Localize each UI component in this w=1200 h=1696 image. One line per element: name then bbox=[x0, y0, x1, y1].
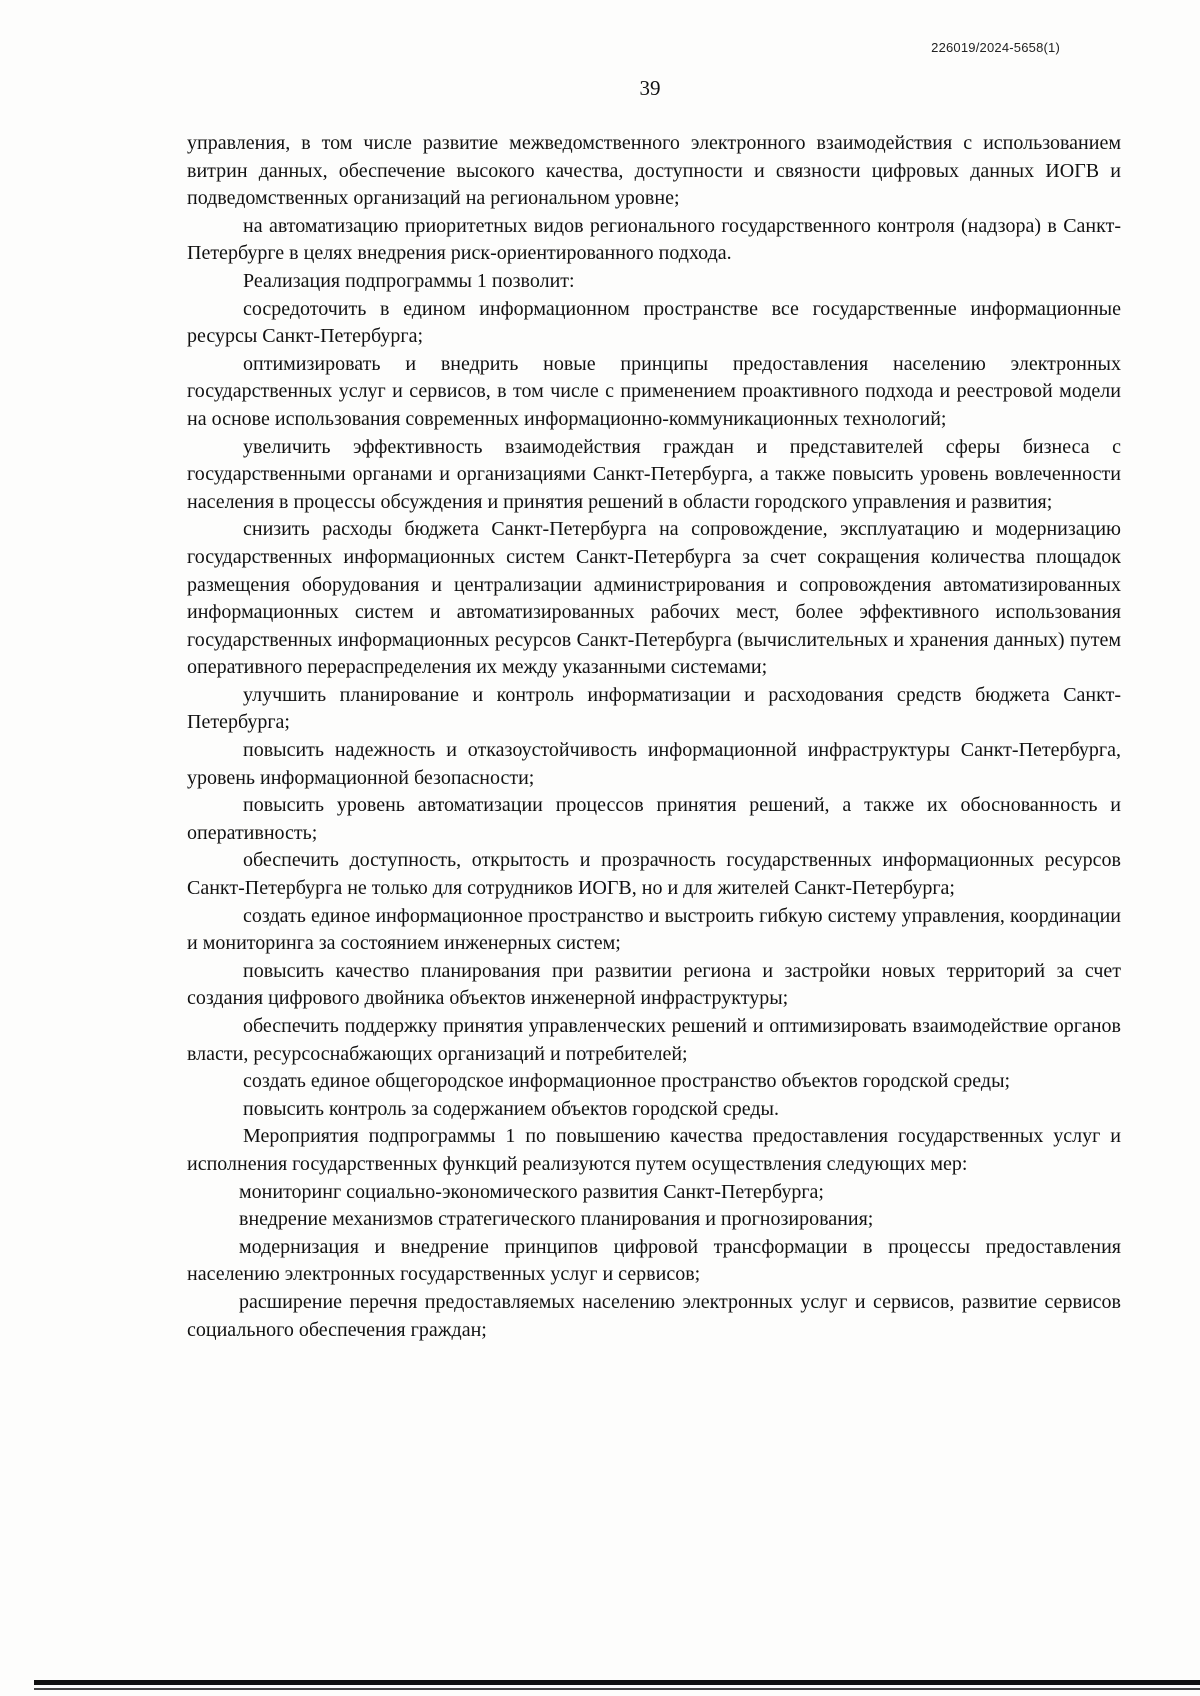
paragraph: сосредоточить в едином информационном пространстве все государственные информационные ресурсы Санкт-Петербурга; bbox=[187, 297, 1121, 348]
paragraph: повысить качество планирования при развитии региона и застройки новых территорий за счет создания цифрового двойника объектов инженерной инфраструктуры; bbox=[187, 959, 1121, 1010]
paragraph: обеспечить поддержку принятия управленческих решений и оптимизировать взаимодействие органов власти, ресурсоснабжающих организаций и потребителей; bbox=[187, 1015, 1121, 1065]
paragraph: улучшить планирование и контроль информатизации и расходования средств бюджета Санкт-Петербурга; bbox=[187, 683, 1121, 734]
paragraph: на автоматизацию приоритетных видов регионального государственного контроля (надзора) в Санкт-Петербурге в целях внедрения риск-ориентированного подхода. bbox=[187, 214, 1121, 265]
scan-edge-line bbox=[34, 1680, 1200, 1685]
paragraph: внедрение механизмов стратегического планирования и прогнозирования; bbox=[239, 1208, 874, 1231]
paragraph: повысить контроль за содержанием объектов городской среды. bbox=[243, 1097, 779, 1120]
paragraph: повысить уровень автоматизации процессов принятия решений, а также их обоснованность и оперативность; bbox=[187, 794, 1121, 844]
paragraph: Реализация подпрограммы 1 позволит: bbox=[243, 269, 575, 292]
paragraph: повысить надежность и отказоустойчивость информационной инфраструктуры Санкт-Петербурга, уровень информационной безопасности; bbox=[187, 739, 1121, 789]
paragraph: модернизация и внедрение принципов цифровой трансформации в процессы предоставления населению электронных государственных услуг и сервисов; bbox=[187, 1235, 1121, 1286]
paragraph: создать единое информационное пространство и выстроить гибкую систему управления, координации и мониторинга за состоянием инженерных систем; bbox=[187, 904, 1121, 955]
document-id: 226019/2024-5658(1) bbox=[931, 40, 1060, 55]
paragraph: расширение перечня предоставляемых населению электронных услуг и сервисов, развитие сервисов социального обеспечения граждан; bbox=[187, 1290, 1121, 1341]
paragraph: Мероприятия подпрограммы 1 по повышению качества предоставления государственных услуг и исполнения государственных функций реализуются путем осуществления следующих мер: bbox=[187, 1125, 1121, 1175]
page-number: 39 bbox=[639, 76, 661, 100]
paragraph: управления, в том числе развитие межведомственного электронного взаимодействия с использованием витрин данных, обеспечение высокого качества, доступности и связности цифровых данных ИОГВ и подведомственных организаций на региональном уровне; bbox=[187, 132, 1121, 210]
paragraph: снизить расходы бюджета Санкт-Петербурга на сопровождение, эксплуатацию и модернизацию государственных информационных систем Санкт-Петербурга за счет сокращения количества площадок размещения оборудования и централизации администрирования и сопровождения автоматизированных информационных систем и автоматизированных рабочих мест, более эффективного использования государственных информационных ресурсов Санкт-Петербурга (вычислительных и хранения данных) путем оперативного перераспределения их между указанными системами; bbox=[187, 518, 1121, 679]
paragraph: мониторинг социально-экономического развития Санкт-Петербурга; bbox=[239, 1180, 824, 1203]
scan-edge-line-thin bbox=[34, 1688, 1200, 1690]
paragraph: создать единое общегородское информационное пространство объектов городской среды; bbox=[243, 1070, 1011, 1093]
paragraph: оптимизировать и внедрить новые принципы предоставления населению электронных государственных услуг и сервисов, в том числе с применением проактивного подхода и реестровой модели на основе использования современных информационно-коммуникационных технологий; bbox=[187, 352, 1121, 430]
document-body bbox=[187, 130, 1121, 1344]
paragraph: увеличить эффективность взаимодействия граждан и представителей сферы бизнеса с государственными органами и организациями Санкт-Петербурга, а также повысить уровень вовлеченности населения в процессы обсуждения и принятия решений в области городского управления и развития; bbox=[187, 435, 1121, 513]
paragraph: обеспечить доступность, открытость и прозрачность государственных информационных ресурсов Санкт-Петербурга не только для сотрудников ИОГВ, но и для жителей Санкт-Петербурга; bbox=[187, 849, 1121, 900]
